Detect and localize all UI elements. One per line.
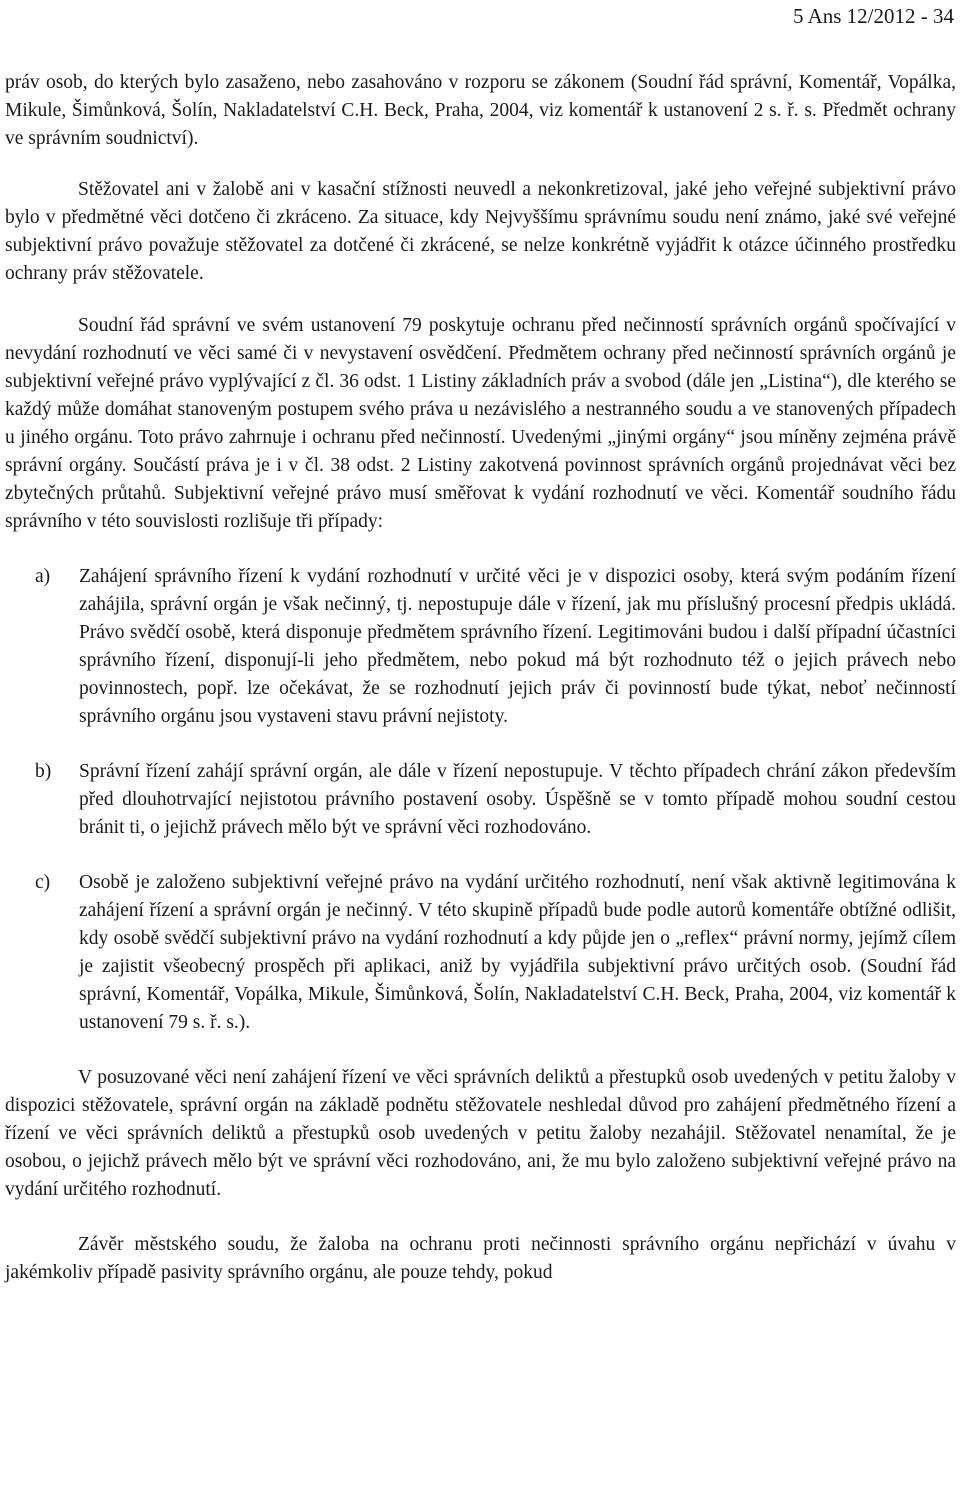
paragraph-conclusion: Závěr městského soudu, že žaloba na ochranu proti nečinnosti správního orgánu nepřichází v úvahu v jakémkoliv případě pasivity správního orgánu, ale pouze tehdy, pokud bbox=[5, 1234, 956, 1283]
list-item-text: Zahájení správního řízení k vydání rozhodnutí v určité věci je v dispozici osoby, která svým podáním řízení zahájila, správní orgán je však nečinný, tj. nepostupuje dále v řízení, jak mu příslušný procesní předpis ukládá. Právo svědčí osobě, která disponuje předmětem správního řízení. Legitimováni budou i další případní účastníci správního řízení, disponují-li jeho předmětem, nebo pokud má být rozhodnuto též o jejich právech nebo povinnostech, popř. lze očekávat, že se rozhodnutí jejich práv či povinností bude týkat, neboť nečinností správního orgánu jsou vystaveni stavu právní nejistoty. bbox=[79, 566, 956, 727]
list-item-c bbox=[5, 869, 956, 1037]
paragraph-complainant-rights: Stěžovatel ani v žalobě ani v kasační stížnosti neuvedl a nekonkretizoval, jaké jeho veřejné subjektivní právo bylo v předmětné věci dotčeno či zkráceno. Za situace, kdy Nejvyššímu správnímu soudu není známo, jaké své veřejné subjektivní právo považuje stěžovatel za dotčené či zkrácené, se nelze konkrétně vyjádřit k otázce účinného prostředku ochrany práv stěžovatele. bbox=[5, 179, 956, 284]
list-item-marker: c) bbox=[35, 872, 51, 893]
document-body bbox=[5, 69, 956, 1287]
list-item-a bbox=[5, 563, 956, 731]
list-item-marker: a) bbox=[35, 566, 51, 587]
paragraph-inaction-protection: Soudní řád správní ve svém ustanovení 79 poskytuje ochranu před nečinností správních orgánů spočívající v nevydání rozhodnutí ve věci samé či v nevystavení osvědčení. Předmětem ochrany před nečinností správních orgánů je subjektivní veřejné právo vyplývající z čl. 36 odst. 1 Listiny základních práv a svobod (dále jen „Listina“), dle kterého se každý může domáhat stanoveným postupem svého práva u nezávislého a nestranného soudu a ve stanovených případech u jiného orgánu. Toto právo zahrnuje i ochranu před nečinností. Uvedenými „jinými orgány“ jsou míněny zejména právě správní orgány. Součástí práva je i v čl. 38 odst. 2 Listiny zakotvená povinnost správních orgánů projednávat věci bez zbytečných průtahů. Subjektivní veřejné právo musí směřovat k vydání rozhodnutí ve věci. Komentář soudního řádu správního v této souvislosti rozlišuje tři případy: bbox=[5, 315, 956, 532]
paragraph-case-assessment: V posuzované věci není zahájení řízení ve věci správních deliktů a přestupků osob uvedených v petitu žaloby v dispozici stěžovatele, správní orgán na základě podnětu stěžovatele neshledal důvod pro zahájení předmětného řízení a řízení ve věci správních deliktů a přestupků osob uvedených v petitu žaloby nezahájil. Stěžovatel nenamítal, že je osobou, o jejichž právech mělo být ve správní věci rozhodováno, ani, že mu bylo založeno subjektivní veřejné právo na vydání určitého rozhodnutí. bbox=[5, 1067, 956, 1200]
list-item-b bbox=[5, 758, 956, 842]
page-header-case-number: 5 Ans 12/2012 - 34 bbox=[792, 4, 954, 28]
list-item-text: Osobě je založeno subjektivní veřejné právo na vydání určitého rozhodnutí, není však aktivně legitimována k zahájení řízení a správní orgán je nečinný. V této skupině případů bude podle autorů komentáře obtížné odlišit, kdy osobě svědčí subjektivní právo na vydání rozhodnutí a kdy půjde jen o „reflex“ právní normy, jejímž cílem je zajistit všeobecný prospěch při aplikaci, aniž by vyjádřila subjektivní právo určitých osob. (Soudní řád správní, Komentář, Vopálka, Mikule, Šimůnková, Šolín, Nakladatelství C.H. Beck, Praha, 2004, viz komentář k ustanovení 79 s. ř. s.). bbox=[79, 872, 956, 1033]
paragraph-commentary-citation: práv osob, do kterých bylo zasaženo, nebo zasahováno v rozporu se zákonem (Soudní řád správní, Komentář, Vopálka, Mikule, Šimůnková, Šolín, Nakladatelství C.H. Beck, Praha, 2004, viz komentář k ustanovení 2 s. ř. s. Předmět ochrany ve správním soudnictví). bbox=[5, 72, 956, 149]
list-item-text: Správní řízení zahájí správní orgán, ale dále v řízení nepostupuje. V těchto případech chrání zákon především před dlouhotrvající nejistotou právního postavení osoby. Úspěšně se v tomto případě mohou soudní cestou bránit ti, o jejichž právech mělo být ve správní věci rozhodováno. bbox=[79, 761, 956, 838]
list-item-marker: b) bbox=[35, 761, 52, 782]
